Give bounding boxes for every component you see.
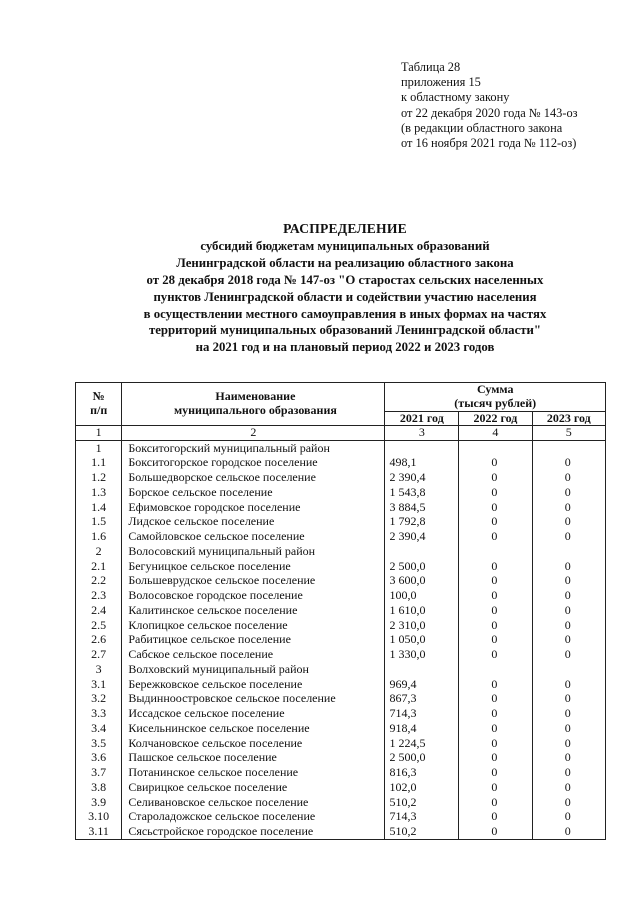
header-name: Наименование муниципального образования xyxy=(122,383,385,426)
row-number: 1 xyxy=(76,441,122,456)
table-row xyxy=(76,677,606,692)
row-value-2021: 1 792,8 xyxy=(385,515,459,530)
row-number: 3.4 xyxy=(76,721,122,736)
row-name: Рабитицкое сельское поселение xyxy=(122,633,385,648)
row-name: Иссадское сельское поселение xyxy=(122,707,385,722)
row-number: 1.6 xyxy=(76,530,122,545)
row-value-2022 xyxy=(459,707,532,722)
row-value-2023 xyxy=(532,618,605,633)
row-value-2023-text: 0 xyxy=(564,602,571,617)
table-row xyxy=(76,485,606,500)
row-value-2021: 3 884,5 xyxy=(385,500,459,515)
row-name: Потанинское сельское поселение xyxy=(122,766,385,781)
table-row xyxy=(76,515,606,530)
row-value-2023 xyxy=(532,515,605,530)
row-name: Бокситогорский муниципальный район xyxy=(122,441,385,456)
row-value-2023-text: 0 xyxy=(564,735,571,750)
row-name: Пашское сельское поселение xyxy=(122,751,385,766)
row-number: 2.3 xyxy=(76,589,122,604)
row-value-2022-text: 0 xyxy=(491,602,498,617)
row-number: 3.5 xyxy=(76,736,122,751)
appendix-note-line: (в редакции областного закона xyxy=(401,120,563,135)
row-value-2023 xyxy=(532,633,605,648)
row-value-2023-text: 0 xyxy=(564,809,571,824)
row-name: Калитинское сельское поселение xyxy=(122,603,385,618)
row-number: 3.2 xyxy=(76,692,122,707)
row-name: Староладожское сельское поселение xyxy=(122,810,385,825)
title-line: от 28 декабря 2018 года № 147-оз "О старостах сельских населенных xyxy=(146,272,544,287)
row-number: 1.3 xyxy=(76,485,122,500)
row-name: Большеврудское сельское поселение xyxy=(122,574,385,589)
row-name: Бережковское сельское поселение xyxy=(122,677,385,692)
row-value-2023-text: 0 xyxy=(564,720,571,735)
row-number: 3.10 xyxy=(76,810,122,825)
row-name: Волосовский муниципальный район xyxy=(122,544,385,559)
row-value-2022 xyxy=(459,500,532,515)
row-value-2021: 1 224,5 xyxy=(385,736,459,751)
row-value-2022 xyxy=(459,559,532,574)
row-value-2021: 816,3 xyxy=(385,766,459,781)
table-row xyxy=(76,530,606,545)
table-row xyxy=(76,589,606,604)
table-row xyxy=(76,662,606,677)
row-value-2021 xyxy=(385,441,459,456)
row-value-2022 xyxy=(459,795,532,810)
row-value-2022 xyxy=(459,603,532,618)
table-row xyxy=(76,471,606,486)
row-value-2021: 1 330,0 xyxy=(385,648,459,663)
row-value-2022 xyxy=(459,692,532,707)
row-value-2023 xyxy=(532,766,605,781)
row-value-2023 xyxy=(532,721,605,736)
row-value-2023 xyxy=(532,677,605,692)
row-number: 2.5 xyxy=(76,618,122,633)
row-name: Колчановское сельское поселение xyxy=(122,736,385,751)
row-value-2022-text: 0 xyxy=(491,824,498,839)
table-row xyxy=(76,574,606,589)
row-value-2022-text: 0 xyxy=(491,779,498,794)
row-number: 3.1 xyxy=(76,677,122,692)
row-value-2022 xyxy=(459,736,532,751)
row-value-2022 xyxy=(459,825,532,840)
row-number: 3.11 xyxy=(76,825,122,840)
title-line: Ленинградской области на реализацию областного закона xyxy=(176,255,514,270)
row-value-2023 xyxy=(532,589,605,604)
row-name: Волховский муниципальный район xyxy=(122,662,385,677)
row-value-2023-text: 0 xyxy=(564,617,571,632)
appendix-note xyxy=(401,60,578,151)
table-row xyxy=(76,751,606,766)
row-value-2023-text: 0 xyxy=(564,779,571,794)
row-value-2022-text: 0 xyxy=(491,529,498,544)
header-year-2022: 2022 год xyxy=(459,411,532,426)
row-value-2021: 102,0 xyxy=(385,780,459,795)
table-row xyxy=(76,603,606,618)
row-value-2023-text: 0 xyxy=(564,470,571,485)
title-line: территорий муниципальных образований Ленинградской области" xyxy=(148,323,542,338)
row-value-2021: 1 610,0 xyxy=(385,603,459,618)
row-number: 1.1 xyxy=(76,456,122,471)
row-value-2021: 3 600,0 xyxy=(385,574,459,589)
row-name: Самойловское сельское поселение xyxy=(122,530,385,545)
row-value-2023 xyxy=(532,574,605,589)
row-value-2023 xyxy=(532,544,605,559)
row-value-2021: 867,3 xyxy=(385,692,459,707)
row-value-2023 xyxy=(532,736,605,751)
row-value-2023-text: 0 xyxy=(564,573,571,588)
title-main: РАСПРЕДЕЛЕНИЕ xyxy=(283,221,407,236)
row-value-2021: 2 390,4 xyxy=(385,530,459,545)
row-name: Бокситогорское городское поселение xyxy=(122,456,385,471)
row-value-2021: 1 050,0 xyxy=(385,633,459,648)
table-row xyxy=(76,500,606,515)
row-value-2023-text: 0 xyxy=(564,558,571,573)
row-value-2022-text: 0 xyxy=(491,617,498,632)
row-value-2022-text: 0 xyxy=(491,691,498,706)
row-name: Волосовское городское поселение xyxy=(122,589,385,604)
row-name: Кисельнинское сельское поселение xyxy=(122,721,385,736)
row-value-2023 xyxy=(532,662,605,677)
row-value-2022-text: 0 xyxy=(491,484,498,499)
row-number: 1.5 xyxy=(76,515,122,530)
row-value-2023 xyxy=(532,441,605,456)
table-row xyxy=(76,736,606,751)
row-value-2023 xyxy=(532,500,605,515)
row-value-2022 xyxy=(459,766,532,781)
row-name: Клопицкое сельское поселение xyxy=(122,618,385,633)
row-value-2022-text: 0 xyxy=(491,558,498,573)
row-number: 2.2 xyxy=(76,574,122,589)
row-value-2023 xyxy=(532,692,605,707)
row-value-2023 xyxy=(532,648,605,663)
column-index: 5 xyxy=(532,426,605,441)
table-row xyxy=(76,559,606,574)
row-number: 1.2 xyxy=(76,471,122,486)
row-number: 3.3 xyxy=(76,707,122,722)
table-row xyxy=(76,766,606,781)
row-value-2023-text: 0 xyxy=(564,647,571,662)
row-value-2023-text: 0 xyxy=(564,588,571,603)
distribution-table xyxy=(75,382,606,840)
row-value-2021: 2 310,0 xyxy=(385,618,459,633)
row-value-2021: 714,3 xyxy=(385,707,459,722)
table-row xyxy=(76,692,606,707)
row-value-2022 xyxy=(459,589,532,604)
row-value-2023 xyxy=(532,795,605,810)
header-sum: Сумма (тысяч рублей) xyxy=(385,383,606,412)
row-value-2023-text: 0 xyxy=(564,765,571,780)
row-number: 3.7 xyxy=(76,766,122,781)
row-value-2023-text: 0 xyxy=(564,455,571,470)
row-value-2022 xyxy=(459,485,532,500)
row-value-2023 xyxy=(532,559,605,574)
table-row xyxy=(76,721,606,736)
column-index: 4 xyxy=(459,426,532,441)
appendix-note-line: Таблица 28 xyxy=(401,60,461,74)
row-number: 3 xyxy=(76,662,122,677)
appendix-note-line: от 22 декабря 2020 года № 143-оз xyxy=(401,105,578,120)
table-row xyxy=(76,795,606,810)
row-value-2021 xyxy=(385,662,459,677)
row-value-2023 xyxy=(532,530,605,545)
header-year-2021: 2021 год xyxy=(385,411,459,426)
row-name: Ефимовское городское поселение xyxy=(122,500,385,515)
row-value-2023 xyxy=(532,603,605,618)
row-value-2022-text: 0 xyxy=(491,455,498,470)
row-name: Селивановское сельское поселение xyxy=(122,795,385,810)
row-value-2022 xyxy=(459,662,532,677)
row-value-2023 xyxy=(532,810,605,825)
row-value-2021: 969,4 xyxy=(385,677,459,692)
row-value-2023 xyxy=(532,707,605,722)
row-value-2023 xyxy=(532,456,605,471)
row-value-2022-text: 0 xyxy=(491,706,498,721)
table-row xyxy=(76,810,606,825)
row-value-2023-text: 0 xyxy=(564,514,571,529)
row-value-2022 xyxy=(459,530,532,545)
table-row xyxy=(76,648,606,663)
row-value-2023 xyxy=(532,485,605,500)
row-value-2022 xyxy=(459,648,532,663)
appendix-note-line: от 16 ноября 2021 года № 112-оз) xyxy=(401,136,577,151)
row-value-2022-text: 0 xyxy=(491,573,498,588)
title-line: субсидий бюджетам муниципальных образований xyxy=(200,238,490,253)
row-value-2021: 498,1 xyxy=(385,456,459,471)
row-number: 2.7 xyxy=(76,648,122,663)
row-value-2023 xyxy=(532,825,605,840)
row-value-2022 xyxy=(459,751,532,766)
row-value-2022 xyxy=(459,574,532,589)
row-value-2023-text: 0 xyxy=(564,529,571,544)
table-row xyxy=(76,618,606,633)
row-value-2022 xyxy=(459,677,532,692)
table-body xyxy=(76,441,606,840)
table-row xyxy=(76,633,606,648)
row-value-2021: 2 500,0 xyxy=(385,559,459,574)
row-value-2023-text: 0 xyxy=(564,484,571,499)
row-value-2023-text: 0 xyxy=(564,794,571,809)
row-value-2023-text: 0 xyxy=(564,824,571,839)
row-value-2022 xyxy=(459,780,532,795)
column-index: 2 xyxy=(122,426,385,441)
column-index: 3 xyxy=(385,426,459,441)
row-value-2022-text: 0 xyxy=(491,499,498,514)
row-value-2021: 2 390,4 xyxy=(385,471,459,486)
row-value-2022-text: 0 xyxy=(491,647,498,662)
table-row xyxy=(76,707,606,722)
table-row xyxy=(76,441,606,456)
row-value-2021 xyxy=(385,544,459,559)
row-value-2023 xyxy=(532,471,605,486)
row-name: Борское сельское поселение xyxy=(122,485,385,500)
row-value-2022-text: 0 xyxy=(491,632,498,647)
table-row xyxy=(76,456,606,471)
appendix-note-line: к областному закону xyxy=(401,90,510,105)
table-row xyxy=(76,544,606,559)
row-value-2022-text: 0 xyxy=(491,735,498,750)
row-value-2022-text: 0 xyxy=(491,794,498,809)
row-value-2021: 918,4 xyxy=(385,721,459,736)
row-value-2021: 2 500,0 xyxy=(385,751,459,766)
column-index: 1 xyxy=(76,426,122,441)
row-value-2023 xyxy=(532,780,605,795)
row-value-2022 xyxy=(459,441,532,456)
row-value-2022-text: 0 xyxy=(491,470,498,485)
row-value-2023-text: 0 xyxy=(564,499,571,514)
title-line: на 2021 год и на плановый период 2022 и 2023 годов xyxy=(195,340,495,355)
row-number: 2 xyxy=(76,544,122,559)
row-number: 2.4 xyxy=(76,603,122,618)
row-value-2023-text: 0 xyxy=(564,632,571,647)
header-year-2023: 2023 год xyxy=(532,411,605,426)
row-value-2023-text: 0 xyxy=(564,691,571,706)
row-name: Лидское сельское поселение xyxy=(122,515,385,530)
table-row xyxy=(76,780,606,795)
row-value-2022-text: 0 xyxy=(491,720,498,735)
row-value-2023-text: 0 xyxy=(564,706,571,721)
row-value-2022-text: 0 xyxy=(491,750,498,765)
row-value-2023-text: 0 xyxy=(564,750,571,765)
row-value-2021: 714,3 xyxy=(385,810,459,825)
row-number: 1.4 xyxy=(76,500,122,515)
appendix-note-line: приложения 15 xyxy=(401,75,481,90)
row-value-2022-text: 0 xyxy=(491,765,498,780)
row-value-2022 xyxy=(459,456,532,471)
row-name: Сабское сельское поселение xyxy=(122,648,385,663)
row-value-2021: 100,0 xyxy=(385,589,459,604)
row-value-2021: 510,2 xyxy=(385,795,459,810)
row-value-2022 xyxy=(459,633,532,648)
row-number: 2.6 xyxy=(76,633,122,648)
row-value-2022 xyxy=(459,515,532,530)
document-title xyxy=(90,221,600,356)
row-name: Сясьстройское городское поселение xyxy=(122,825,385,840)
row-name: Выдинноостровское сельское поселение xyxy=(122,692,385,707)
row-number: 3.9 xyxy=(76,795,122,810)
title-line: в осуществлении местного самоуправления в иных формах на частях xyxy=(143,306,547,321)
row-value-2022 xyxy=(459,471,532,486)
row-number: 3.6 xyxy=(76,751,122,766)
row-name: Большедворское сельское поселение xyxy=(122,471,385,486)
title-line: пунктов Ленинградской области и содействии участию населения xyxy=(153,289,537,304)
header-num: № п/п xyxy=(76,383,122,426)
row-value-2021: 510,2 xyxy=(385,825,459,840)
row-number: 2.1 xyxy=(76,559,122,574)
row-value-2023-text: 0 xyxy=(564,676,571,691)
table-row xyxy=(76,825,606,840)
row-name: Свирицкое сельское поселение xyxy=(122,780,385,795)
row-value-2022-text: 0 xyxy=(491,514,498,529)
row-value-2022-text: 0 xyxy=(491,809,498,824)
row-value-2021: 1 543,8 xyxy=(385,485,459,500)
row-value-2022 xyxy=(459,810,532,825)
row-value-2023 xyxy=(532,751,605,766)
row-value-2022 xyxy=(459,544,532,559)
row-value-2022 xyxy=(459,618,532,633)
row-name: Бегуницкое сельское поселение xyxy=(122,559,385,574)
row-value-2022-text: 0 xyxy=(491,676,498,691)
row-number: 3.8 xyxy=(76,780,122,795)
row-value-2022 xyxy=(459,721,532,736)
row-value-2022-text: 0 xyxy=(491,588,498,603)
